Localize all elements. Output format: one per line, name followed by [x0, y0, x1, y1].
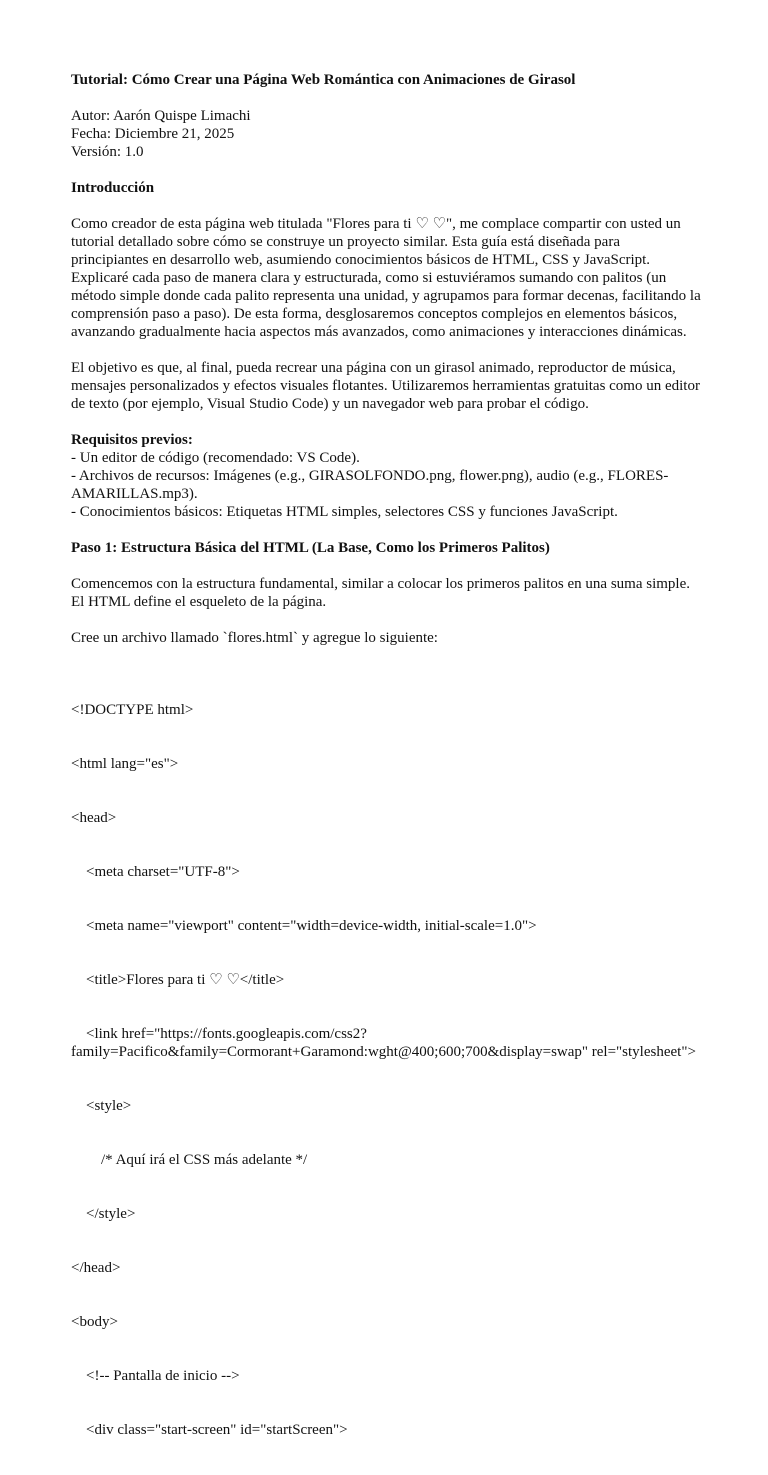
code-line: <!DOCTYPE html>	[71, 702, 194, 718]
step1-paragraph: Comencemos con la estructura fundamental, similar a colocar los primeros palitos en una suma simple. El HTML define el esqueleto de la página.	[71, 576, 690, 610]
requirements-list	[71, 449, 701, 521]
intro-paragraph: El objetivo es que, al final, pueda recrear una página con un girasol animado, reproductor de música, mensajes personalizados y efectos visuales flotantes. Utilizaremos herramientas gratuitas como un editor de texto (por ejemplo, Visual Studio Code) y un navegador web para probar el código.	[71, 360, 700, 412]
meta-date: Fecha: Diciembre 21, 2025	[71, 126, 235, 142]
intro-heading: Introducción	[71, 180, 155, 196]
requirement-item: - Conocimientos básicos: Etiquetas HTML simples, selectores CSS y funciones JavaScript.	[71, 504, 618, 520]
document-page	[71, 71, 701, 1475]
code-line: <div class="start-screen" id="startScreen">	[71, 1422, 348, 1438]
requirements-heading: Requisitos previos:	[71, 432, 193, 448]
code-block	[71, 665, 701, 1475]
code-line: <link href="https://fonts.googleapis.com/css2?family=Pacifico&family=Cormorant+Garamond:wght@400;600;700&display=swap" rel="stylesheet">	[71, 1026, 696, 1060]
code-line: <title>Flores para ti ♡ ♡</title>	[71, 972, 285, 988]
code-line: <style>	[71, 1098, 132, 1114]
code-line: <body>	[71, 1314, 118, 1330]
document-meta	[71, 107, 701, 161]
requirement-item: - Archivos de recursos: Imágenes (e.g., GIRASOLFONDO.png, flower.png), audio (e.g., FLORES-AMARILLAS.mp3).	[71, 468, 669, 502]
code-line: </style>	[71, 1206, 136, 1222]
code-line: <meta charset="UTF-8">	[71, 864, 240, 880]
code-line: <meta name="viewport" content="width=device-width, initial-scale=1.0">	[71, 918, 537, 934]
document-title: Tutorial: Cómo Crear una Página Web Romántica con Animaciones de Girasol	[71, 72, 576, 88]
code-line: /* Aquí irá el CSS más adelante */	[71, 1152, 308, 1168]
intro-paragraph: Como creador de esta página web titulada "Flores para ti ♡ ♡", me complace compartir con usted un tutorial detallado sobre cómo se construye un proyecto similar. Esta guía está diseñada para principiantes en desarrollo web, asumiendo conocimientos básicos de HTML, CSS y JavaScript. Explicaré cada paso de manera clara y estructurada, como si estuviéramos sumando con palitos (un método simple donde cada palito representa una unidad, y agrupamos para formar decenas, facilitando la comprensión paso a paso). De esta forma, desglosaremos conceptos complejos en elementos básicos, avanzando gradualmente hacia aspectos más avanzados, como animaciones y interacciones dinámicas.	[71, 216, 701, 340]
step1-paragraph: Cree un archivo llamado `flores.html` y agregue lo siguiente:	[71, 630, 438, 646]
meta-version: Versión: 1.0	[71, 144, 144, 160]
code-line: </head>	[71, 1260, 121, 1276]
code-line: <head>	[71, 810, 117, 826]
code-line: <html lang="es">	[71, 756, 179, 772]
step1-heading: Paso 1: Estructura Básica del HTML (La Base, Como los Primeros Palitos)	[71, 540, 550, 556]
requirement-item: - Un editor de código (recomendado: VS Code).	[71, 450, 360, 466]
meta-author: Autor: Aarón Quispe Limachi	[71, 108, 251, 124]
code-line: <!-- Pantalla de inicio -->	[71, 1368, 240, 1384]
